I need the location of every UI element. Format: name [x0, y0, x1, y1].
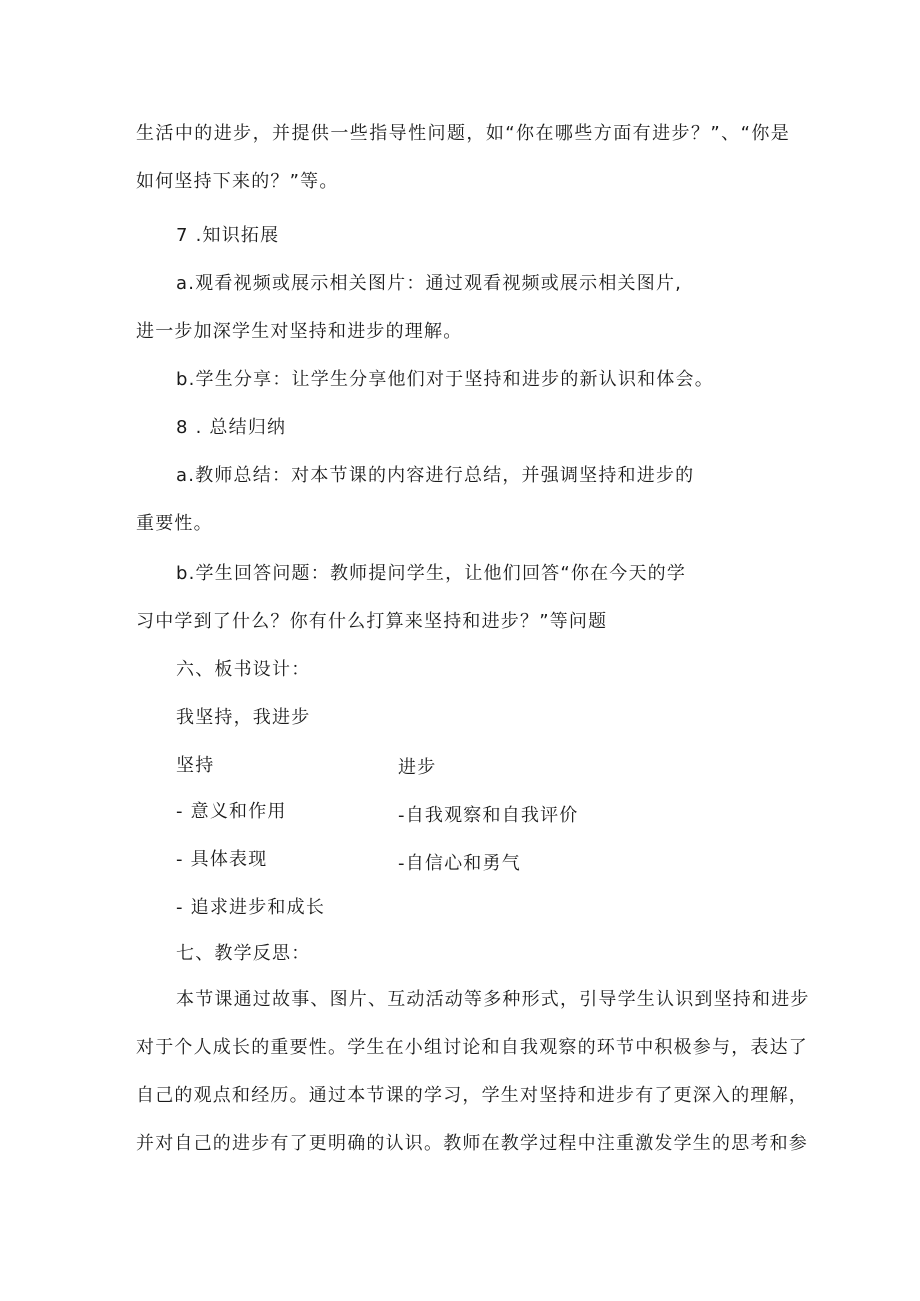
section-heading-7-reflection: 七、教学反思： — [176, 943, 311, 964]
board-left-item: - 具体表现 — [176, 849, 268, 870]
list-item-b: b.学生分享：让学生分享他们对于坚持和进步的新认识和体会。 — [176, 369, 714, 390]
list-item-a: a.观看视频或展示相关图片：通过观看视频或展示相关图片, — [176, 273, 683, 294]
board-right-item: -自信心和勇气 — [398, 853, 521, 874]
board-right-item: -自我观察和自我评价 — [398, 805, 579, 826]
paragraph-line: 自己的观点和经历。通过本节课的学习，学生对坚持和进步有了更深入的理解， — [136, 1085, 808, 1106]
paragraph-line: 如何坚持下来的？”等。 — [136, 171, 339, 192]
board-left-header: 坚持 — [176, 755, 215, 776]
board-left-item: - 意义和作用 — [176, 801, 287, 822]
section-heading-7: 7 .知识拓展 — [176, 225, 280, 246]
paragraph-line: 习中学到了什么？你有什么打算来坚持和进步？”等问题 — [136, 611, 608, 632]
section-heading-8: 8 . 总结归纳 — [176, 417, 287, 438]
board-right-header: 进步 — [398, 757, 437, 778]
list-item-b: b.学生回答问题：教师提问学生，让他们回答“你在今天的学 — [176, 563, 687, 584]
board-left-item: - 追求进步和成长 — [176, 897, 326, 918]
paragraph-line: 进一步加深学生对坚持和进步的理解。 — [136, 321, 463, 342]
paragraph-line: 重要性。 — [136, 513, 213, 534]
paragraph-line: 本节课通过故事、图片、互动活动等多种形式，引导学生认识到坚持和进步 — [176, 989, 810, 1010]
paragraph-line: 生活中的进步，并提供一些指导性问题，如“你在哪些方面有进步？”、“你是 — [136, 123, 790, 144]
paragraph-line: 并对自己的进步有了更明确的认识。教师在教学过程中注重激发学生的思考和参 — [136, 1133, 808, 1154]
paragraph-line: 对于个人成长的重要性。学生在小组讨论和自我观察的环节中积极参与，表达了 — [136, 1037, 808, 1058]
list-item-a: a.教师总结：对本节课的内容进行总结，并强调坚持和进步的 — [176, 465, 695, 486]
section-heading-6: 六、板书设计： — [176, 659, 311, 680]
board-title: 我坚持，我进步 — [176, 707, 311, 728]
